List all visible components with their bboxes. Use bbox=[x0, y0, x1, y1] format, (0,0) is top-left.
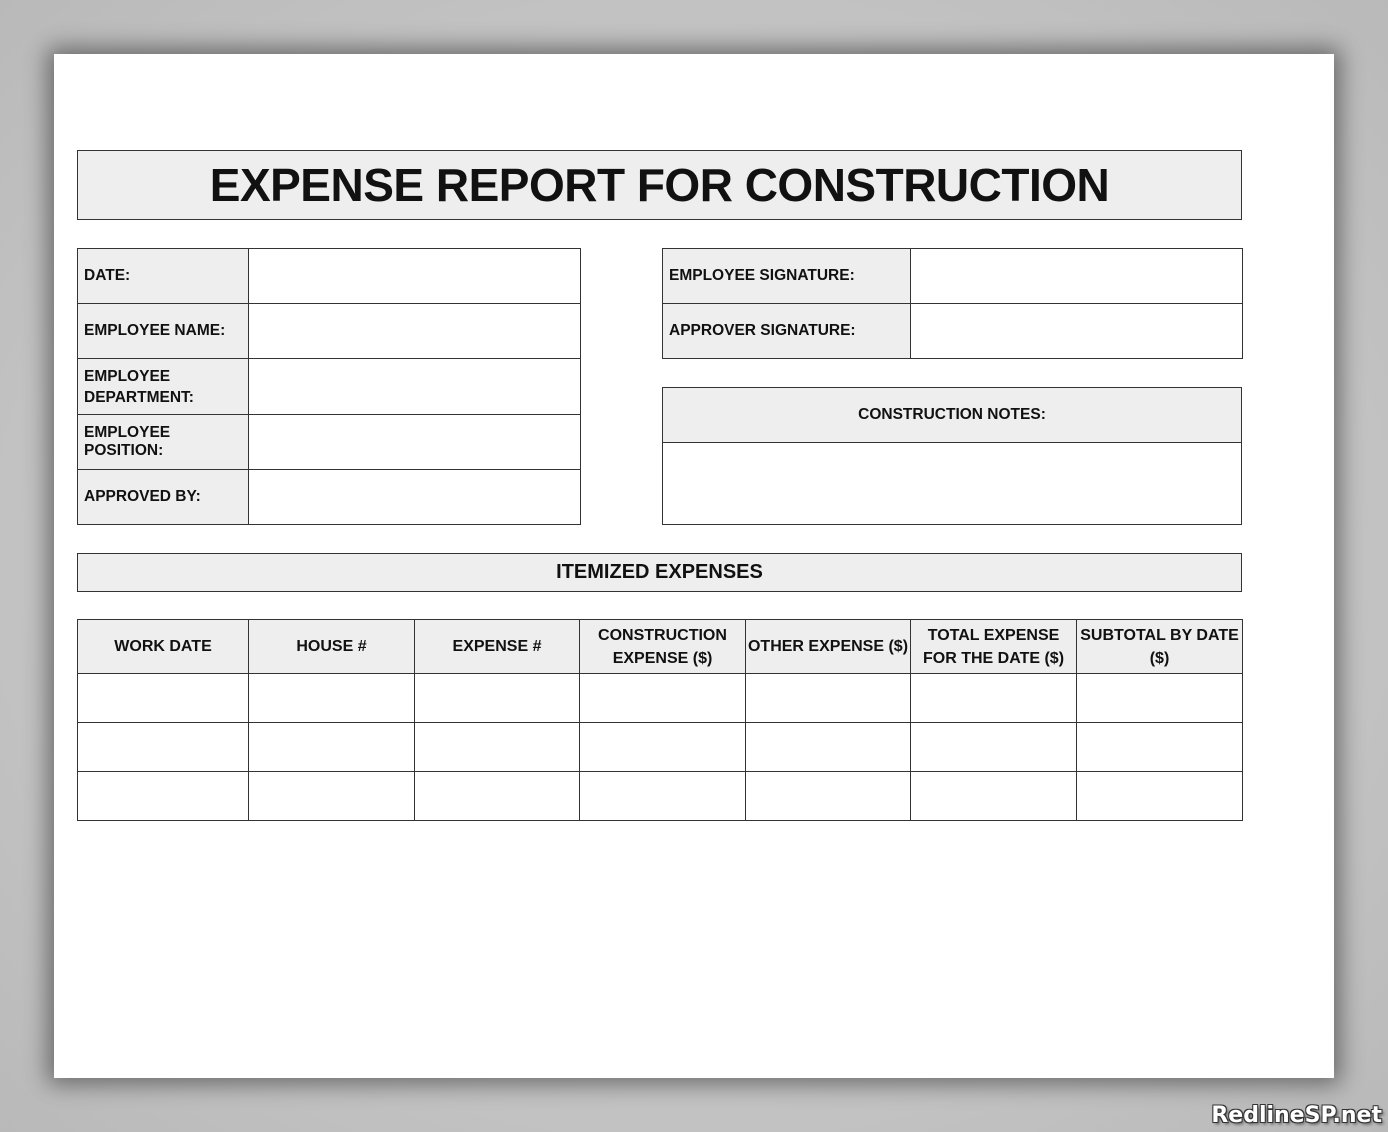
construction-notes-table bbox=[662, 387, 1242, 525]
table-cell[interactable] bbox=[580, 674, 746, 723]
date-field[interactable] bbox=[249, 249, 581, 304]
table-cell[interactable] bbox=[580, 772, 746, 821]
table-header-row bbox=[78, 620, 1243, 674]
employee-name-field[interactable] bbox=[249, 304, 581, 359]
table-cell[interactable] bbox=[1077, 674, 1243, 723]
employee-department-label: EMPLOYEE DEPARTMENT: bbox=[78, 359, 249, 415]
info-row-department bbox=[78, 359, 581, 415]
employee-department-field[interactable] bbox=[249, 359, 581, 415]
notes-body-row bbox=[663, 443, 1242, 525]
column-header-total-expense: TOTAL EXPENSE FOR THE DATE ($) bbox=[911, 620, 1077, 674]
page-title: EXPENSE REPORT FOR CONSTRUCTION bbox=[209, 159, 1110, 211]
column-header-subtotal: SUBTOTAL BY DATE ($) bbox=[1077, 620, 1243, 674]
date-label: DATE: bbox=[78, 249, 249, 304]
column-header-other-expense: OTHER EXPENSE ($) bbox=[746, 620, 911, 674]
document-page bbox=[54, 54, 1334, 1078]
table-cell[interactable] bbox=[249, 723, 415, 772]
itemized-expenses-banner bbox=[77, 553, 1242, 592]
column-header-expense-number: EXPENSE # bbox=[415, 620, 580, 674]
title-banner bbox=[77, 150, 1242, 220]
info-row-employee-name bbox=[78, 304, 581, 359]
section-title: ITEMIZED EXPENSES bbox=[556, 561, 763, 583]
notes-header-row bbox=[663, 388, 1242, 443]
employee-name-label: EMPLOYEE NAME: bbox=[78, 304, 249, 359]
employee-position-label: EMPLOYEE POSITION: bbox=[78, 415, 249, 470]
table-row bbox=[78, 723, 1243, 772]
table-cell[interactable] bbox=[911, 723, 1077, 772]
table-cell[interactable] bbox=[415, 674, 580, 723]
signature-table bbox=[662, 248, 1243, 359]
column-header-construction-expense: CONSTRUCTION EXPENSE ($) bbox=[580, 620, 746, 674]
info-row-position bbox=[78, 415, 581, 470]
table-cell[interactable] bbox=[249, 674, 415, 723]
employee-signature-label: EMPLOYEE SIGNATURE: bbox=[663, 249, 911, 304]
itemized-expenses-table bbox=[77, 619, 1243, 821]
approved-by-field[interactable] bbox=[249, 470, 581, 525]
table-cell[interactable] bbox=[911, 674, 1077, 723]
table-cell[interactable] bbox=[746, 674, 911, 723]
approver-signature-label: APPROVER SIGNATURE: bbox=[663, 304, 911, 359]
table-cell[interactable] bbox=[1077, 772, 1243, 821]
table-cell[interactable] bbox=[78, 723, 249, 772]
table-cell[interactable] bbox=[911, 772, 1077, 821]
info-row-approved-by bbox=[78, 470, 581, 525]
table-cell[interactable] bbox=[249, 772, 415, 821]
table-cell[interactable] bbox=[746, 772, 911, 821]
info-row-date bbox=[78, 249, 581, 304]
employee-position-field[interactable] bbox=[249, 415, 581, 470]
table-cell[interactable] bbox=[746, 723, 911, 772]
table-row bbox=[78, 772, 1243, 821]
table-cell[interactable] bbox=[78, 772, 249, 821]
construction-notes-field[interactable] bbox=[663, 443, 1242, 525]
approved-by-label: APPROVED BY: bbox=[78, 470, 249, 525]
column-header-house: HOUSE # bbox=[249, 620, 415, 674]
column-header-work-date: WORK DATE bbox=[78, 620, 249, 674]
table-cell[interactable] bbox=[78, 674, 249, 723]
table-cell[interactable] bbox=[415, 723, 580, 772]
approver-signature-field[interactable] bbox=[911, 304, 1243, 359]
construction-notes-label: CONSTRUCTION NOTES: bbox=[663, 388, 1242, 443]
signature-row-approver bbox=[663, 304, 1243, 359]
watermark: RedlineSP.net bbox=[1211, 1103, 1382, 1128]
table-cell[interactable] bbox=[1077, 723, 1243, 772]
signature-row-employee bbox=[663, 249, 1243, 304]
employee-signature-field[interactable] bbox=[911, 249, 1243, 304]
table-row bbox=[78, 674, 1243, 723]
table-cell[interactable] bbox=[415, 772, 580, 821]
table-cell[interactable] bbox=[580, 723, 746, 772]
employee-info-table bbox=[77, 248, 581, 525]
